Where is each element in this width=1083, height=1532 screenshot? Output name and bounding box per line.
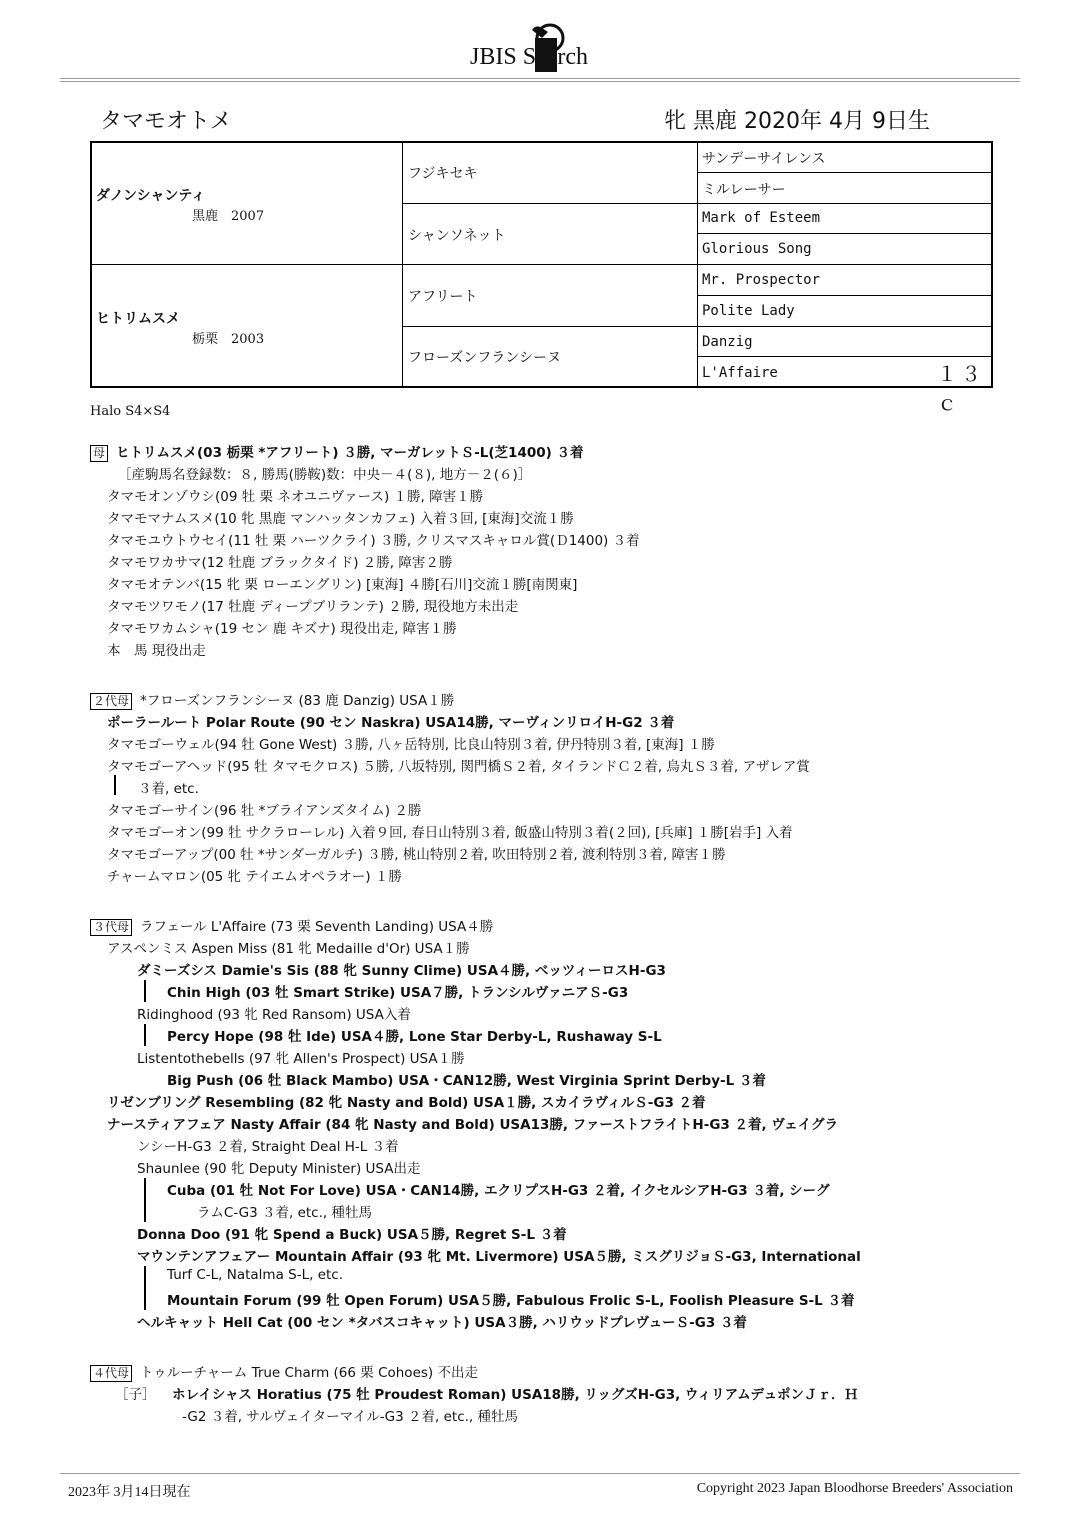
dam-dam-name[interactable]: フローズンフランシーヌ	[408, 350, 561, 366]
horse-name: タマモオトメ	[100, 109, 232, 134]
offspring-line: タマモゴーアヘッド(95 牡 タマモクロス) ５勝, 八坂特別, 関門橋Ｓ２着, タイランドＣ２着, 烏丸Ｓ３着, アザレア賞	[107, 759, 810, 775]
sire-sire-name[interactable]: フジキセキ	[408, 166, 478, 182]
header-divider	[60, 78, 1020, 79]
offspring-line: Listentothebells (97 牝 Allen's Prospect) USA１勝	[137, 1051, 465, 1067]
offspring-line: タマモゴーサイン(96 牡 *ブライアンズタイム) ２勝	[107, 803, 422, 819]
gen3-ancestor[interactable]: Glorious Song	[702, 241, 812, 257]
gen3-ancestor[interactable]: Mr. Prospector	[702, 272, 821, 288]
dam-name[interactable]: ヒトリムスメ	[96, 311, 180, 327]
offspring-line-cont: -G2 ３着, サルヴェイターマイル-G3 ２着, etc., 種牡馬	[182, 1409, 518, 1425]
offspring-line: Mountain Forum (99 牡 Open Forum) USA５勝, Fabulous Frolic S-L, Foolish Pleasure S-L ３着	[167, 1293, 855, 1309]
gen3-ancestor[interactable]: Polite Lady	[702, 303, 795, 319]
tree-connector	[144, 1024, 146, 1046]
jbis-logo	[470, 18, 640, 74]
sire-info: 黒鹿 2007	[192, 209, 265, 224]
offspring-line: タマモユウトウセイ(11 牡 栗 ハーツクライ) ３勝, クリスマスキャロル賞(Ｄ1400) ３着	[107, 533, 640, 549]
offspring-line: ポーラールート Polar Route (90 セン Naskra) USA14勝, マーヴィンリロイH-G2 ３着	[107, 715, 675, 731]
family-number: １３ｃ	[937, 362, 985, 415]
footer-divider	[60, 1473, 1020, 1474]
tree-connector	[144, 1266, 146, 1310]
offspring-line: タマモゴーウェル(94 牡 Gone West) ３勝, 八ヶ岳特別, 比良山特別３着, 伊丹特別３着, [東海] １勝	[107, 737, 715, 753]
offspring-line: タマモオテンバ(15 牝 栗 ローエングリン) [東海] ４勝[石川]交流１勝[南関東]	[107, 577, 578, 593]
gen3-heading: ３代母 ラフェール L'Affaire (73 栗 Seventh Landing) USA４勝	[90, 915, 493, 936]
offspring-line: ヘルキャット Hell Cat (00 セン *タバスコキャット) USA３勝, ハリウッドプレヴューＳ-G3 ３着	[137, 1315, 747, 1331]
offspring-line: Ridinghood (93 牝 Red Ransom) USA入着	[137, 1007, 411, 1023]
tree-connector	[144, 980, 146, 1002]
offspring-line: リゼンブリング Resembling (82 牝 Nasty and Bold) USA１勝, スカイラヴィルＳ-G3 ２着	[107, 1095, 706, 1111]
offspring-line: タマモオンゾウシ(09 牡 栗 ネオユニヴァース) １勝, 障害１勝	[107, 489, 484, 505]
section-tag: ２代母	[90, 693, 132, 710]
as-of-date: 2023年 3月14日現在	[68, 1485, 191, 1500]
section-tag: 母	[90, 445, 108, 462]
offspring-line: タマモマナムスメ(10 牝 黒鹿 マンハッタンカフェ) 入着３回, [東海]交流１勝	[107, 511, 574, 527]
offspring-line: Percy Hope (98 牡 Ide) USA４勝, Lone Star Derby-L, Rushaway S-L	[167, 1029, 662, 1045]
offspring-line: タマモゴーオン(99 牡 サクラローレル) 入着９回, 春日山特別３着, 飯盛山特別３着(２回), [兵庫] １勝[岩手] 入着	[107, 825, 793, 841]
offspring-line-cont: ラムC-G3 ３着, etc., 種牡馬	[197, 1205, 372, 1221]
child-tag: ［子］	[115, 1387, 156, 1403]
offspring-line: タマモワカムシャ(19 セン 鹿 キズナ) 現役出走, 障害１勝	[107, 621, 457, 637]
horse-info: 牝 黒鹿 2020年 4月 9日生	[664, 109, 930, 134]
offspring-line: マウンテンアフェアー Mountain Affair (93 牝 Mt. Livermore) USA５勝, ミスグリジョＳ-G3, International	[137, 1249, 861, 1265]
offspring-line: ダミーズシス Damie's Sis (88 牝 Sunny Clime) USA４勝, ベッツィーロスH-G3	[137, 963, 666, 979]
offspring-line: Shaunlee (90 牝 Deputy Minister) USA出走	[137, 1161, 421, 1177]
offspring-line: 本 馬 現役出走	[107, 643, 206, 659]
sire-dam-name[interactable]: シャンソネット	[408, 228, 506, 244]
offspring-line-cont: ３着, etc.	[138, 781, 199, 797]
copyright: Copyright 2023 Japan Bloodhorse Breeders' Association	[696, 1481, 1013, 1496]
offspring-line: チャームマロン(05 牝 テイエムオペラオー) １勝	[107, 869, 402, 885]
dam-info: 栃栗 2003	[192, 332, 265, 347]
offspring-line: ホレイシャス Horatius (75 牡 Proudest Roman) USA18勝, リッグズH-G3, ウィリアムデュポンＪｒ．Ｈ	[172, 1387, 858, 1403]
logo-text: JBIS Search	[470, 44, 588, 70]
tree-connector	[114, 775, 116, 795]
gen3-ancestor[interactable]: L'Affaire	[702, 365, 778, 381]
section-tag: ３代母	[90, 919, 132, 936]
dam-heading: 母 ヒトリムスメ(03 栃栗 *アフリート) ３勝, マーガレットＳ-L(芝1400) ３着	[90, 441, 584, 462]
offspring-line: タマモゴーアップ(00 牡 *サンダーガルチ) ３勝, 桃山特別２着, 吹田特別２着, 渡利特別３着, 障害１勝	[107, 847, 726, 863]
offspring-line: Cuba (01 牡 Not For Love) USA・CAN14勝, エクリプスH-G3 ２着, イクセルシアH-G3 ３着, シーグ	[167, 1183, 830, 1199]
gen3-ancestor[interactable]: Danzig	[702, 334, 753, 350]
offspring-line: タマモワカサマ(12 牡鹿 ブラックタイド) ２勝, 障害２勝	[107, 555, 453, 571]
tree-connector	[144, 1178, 146, 1222]
gen3-ancestor[interactable]: ミルレーサー	[702, 182, 786, 198]
gen2-heading: ２代母 *フローズンフランシーヌ (83 鹿 Danzig) USA１勝	[90, 689, 454, 710]
gen4-heading: ４代母 トゥルーチャーム True Charm (66 栗 Cohoes) 不出走	[90, 1361, 478, 1382]
inbreeding-note: Halo S4×S4	[90, 404, 171, 419]
gen3-ancestor[interactable]: サンデーサイレンス	[702, 151, 826, 167]
offspring-line: アスペンミス Aspen Miss (81 牝 Medaille d'Or) USA１勝	[107, 941, 470, 957]
dam-sire-name[interactable]: アフリート	[408, 289, 478, 305]
section-tag: ４代母	[90, 1365, 132, 1382]
offspring-line-cont: Turf C-L, Natalma S-L, etc.	[167, 1267, 344, 1283]
offspring-line: ナースティアフェア Nasty Affair (84 牝 Nasty and Bold) USA13勝, ファーストフライトH-G3 ２着, ヴェイグラ	[107, 1117, 839, 1133]
header-divider-2	[60, 81, 1020, 82]
sire-name[interactable]: ダノンシャンティ	[96, 188, 206, 204]
offspring-line-cont: ンシーH-G3 ２着, Straight Deal H-L ３着	[137, 1139, 399, 1155]
offspring-line: Big Push (06 牡 Black Mambo) USA・CAN12勝, West Virginia Sprint Derby-L ３着	[167, 1073, 766, 1089]
offspring-line: Donna Doo (91 牝 Spend a Buck) USA５勝, Regret S-L ３着	[137, 1227, 567, 1243]
dam-summary: ［産駒馬名登録数：８, 勝馬(勝鞍)数：中央－４(８), 地方－２(６)］	[118, 467, 532, 483]
offspring-line: Chin High (03 牡 Smart Strike) USA７勝, トランシルヴァニアＳ-G3	[167, 985, 629, 1001]
gen3-ancestor[interactable]: Mark of Esteem	[702, 210, 821, 226]
offspring-line: タマモツワモノ(17 牡鹿 ディープブリランテ) ２勝, 現役地方未出走	[107, 599, 519, 615]
